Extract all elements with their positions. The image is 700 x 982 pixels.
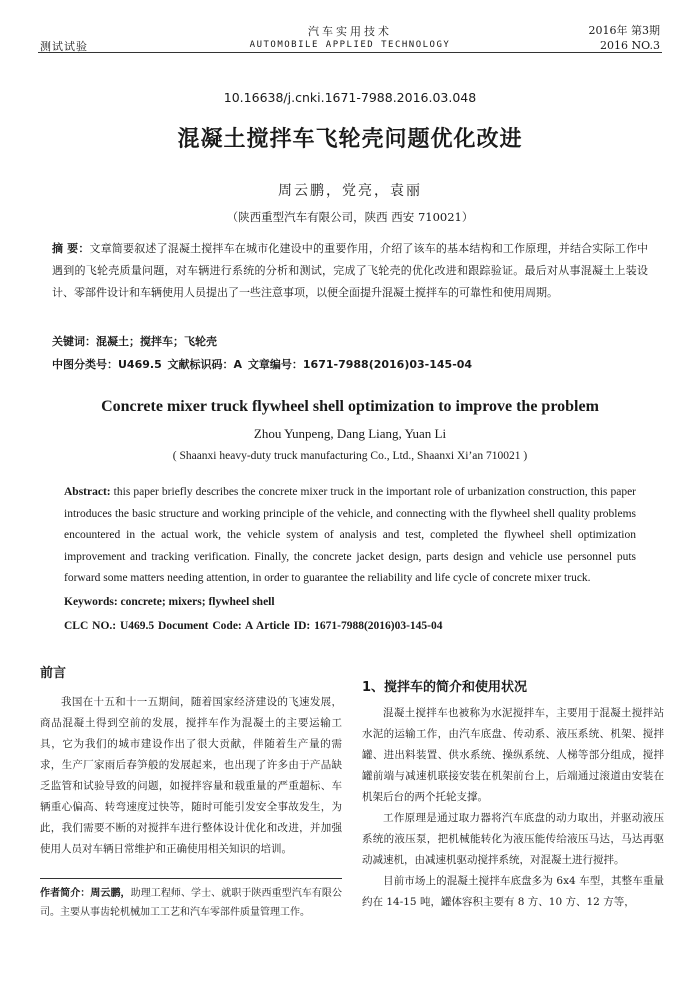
header-divider	[38, 52, 662, 53]
paper-title-en: Concrete mixer truck flywheel shell optimization to improve the problem	[101, 398, 599, 415]
journal-name-cn: 汽车实用技术	[308, 25, 392, 38]
paper-title-cn: 混凝土搅拌车飞轮壳问题优化改进	[177, 127, 523, 152]
section-1-body	[362, 703, 664, 913]
affiliation-en: ( Shaanxi heavy-duty truck manufacturing Co., Ltd., Shaanxi Xi’an 710021 )	[172, 450, 528, 462]
abstract-cn-label: 摘 要：	[52, 242, 90, 255]
doi: 10.16638/j.cnki.1671-7988.2016.03.048	[223, 90, 477, 105]
preface-paragraph: 我国在十五和十一五期间，随着国家经济建设的飞速发展，商品混凝土得到空前的发展，搅拌车作为混凝土的主要运输工具，它为我们的城市建设作出了很大贡献，伴随着生产量的需求，生产厂家雨后春笋般的发展起来，也出现了许多由于产品缺乏监管和试验导致的问题，如搅拌容量和载重量的严重超标、车辆重心偏高、转弯速度过快等，随时可能引发安全事故发生，为此，我们需要不断的对搅拌车进行整体设计优化和改进，并加强使用人员对车辆日常维护和正确使用相关知识的培训。	[40, 696, 342, 855]
abstract-cn-text: 文章简要叙述了混凝土搅拌车在城市化建设中的重要作用，介绍了该车的基本结构和工作原理，并结合实际工作中遇到的飞轮壳质量问题，对车辆进行系统的分析和测试，完成了飞轮壳的优化改进和跟踪验证。最后对从事混凝土上装设计、零部件设计和车辆使用人员提出了一些注意事项，以便全面提升混凝土搅拌车的可靠性和使用周期。	[52, 242, 648, 299]
running-header-section: 测试试验	[40, 40, 88, 53]
abstract-en	[64, 482, 636, 590]
running-header-issue	[589, 23, 661, 53]
keywords-cn: 关键词：混凝土；搅拌车；飞轮壳	[52, 335, 217, 348]
running-header-journal	[200, 23, 500, 50]
classification-cn: 中图分类号：U469.5 文献标识码：A 文章编号：1671-7988(2016)03-145-04	[52, 358, 473, 371]
issue-en: 2016 NO.3	[600, 39, 660, 52]
issue-cn: 2016年 第3期	[588, 24, 660, 37]
author-footnote	[40, 884, 342, 922]
authors-en: Zhou Yunpeng, Dang Liang, Yuan Li	[253, 426, 447, 441]
section-1-paragraph: 工作原理是通过取力器将汽车底盘的动力取出，并驱动液压系统的液压泵，把机械能转化为液压能传给液压马达，马达再驱动减速机，由减速机驱动搅拌系统，对混凝土进行搅拌。	[362, 812, 664, 866]
keywords-en: Keywords: concrete; mixers; flywheel shell	[64, 596, 275, 608]
section-1-paragraph: 目前市场上的混凝土搅拌车底盘多为 6x4 车型，其整车重量约在 14-15 吨，罐体容积主要有 8 方、10 方、12 方等，	[362, 875, 664, 908]
abstract-en-text: this paper briefly describes the concrete mixer truck in the important role of urbanization construction, this paper introduces the basic structure and working principle of the vehicle, and connecting with the flywheel shell quality problems encountered in the actual work, the vehicle system of analysis and test, completed the flywheel shell optimization improvement and tracking verification. Finally, the concrete jacket design, parts design and vehicle use personnel puts forward some matters needing attention, in order to guarantee the reliability and life cycle of concrete mixer truck.	[64, 486, 636, 584]
section-heading-1: 1、搅拌车的简介和使用状况	[362, 680, 528, 695]
section-1-paragraph: 混凝土搅拌车也被称为水泥搅拌车，主要用于混凝土搅拌站水泥的运输工作，由汽车底盘、传动系、液压系统、机架、搅拌罐、进出料装置、供水系统、操纵系统、人梯等部分组成，搅拌罐前端与减速机联接安装在机架前台上，后端通过滚道由安装在机架后台的两个托轮支撑。	[362, 707, 664, 803]
abstract-en-label: Abstract:	[64, 486, 111, 498]
author-footnote-label: 作者简介：周云鹏，	[40, 888, 131, 899]
preface-body	[40, 692, 342, 860]
journal-name-en: AUTOMOBILE APPLIED TECHNOLOGY	[249, 40, 451, 50]
authors-cn: 周云鹏，党亮，袁丽	[278, 183, 422, 199]
section-heading-preface: 前言	[40, 666, 67, 681]
affiliation-cn: （陕西重型汽车有限公司，陕西 西安 710021）	[226, 210, 474, 224]
classification-en: CLC NO.: U469.5 Document Code: A Article ID: 1671-7988(2016)03-145-04	[64, 620, 443, 632]
footnote-divider	[40, 878, 342, 879]
abstract-cn	[52, 238, 648, 304]
author-footnote-text: 助理工程师、学士、就职于陕西重型汽车有限公司。主要从事齿轮机械加工工艺和汽车零部件质量管理工作。	[40, 888, 343, 918]
